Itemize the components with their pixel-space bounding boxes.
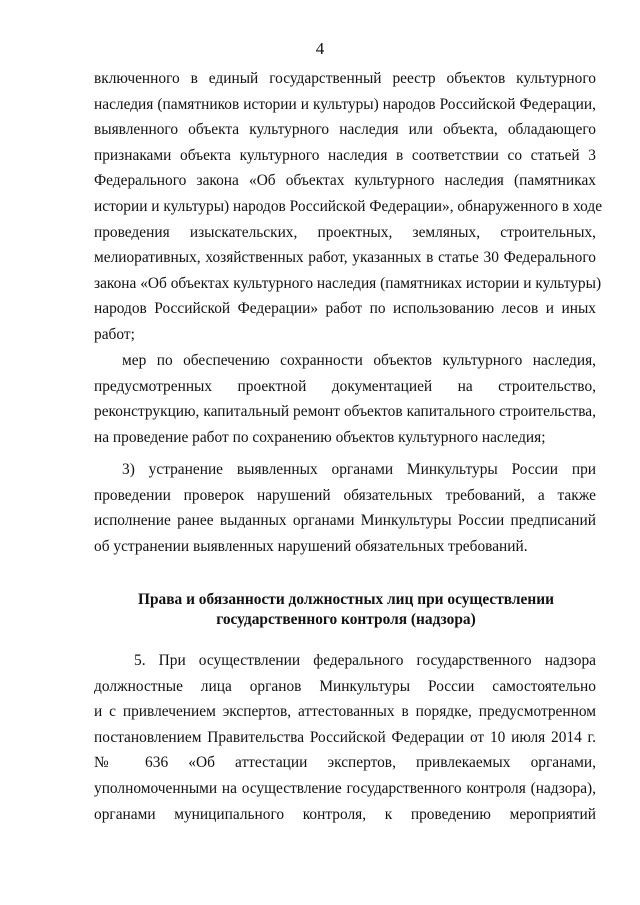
text-line: № 636 «Об аттестации экспертов, привлекаемых органами, (94, 754, 596, 772)
heading-line: государственного контроля (надзора) (216, 611, 476, 628)
text-line: об устранении выявленных нарушений обязательных требований. (94, 537, 528, 555)
paragraph-item-5 (94, 648, 596, 827)
heading-line: Права и обязанности должностных лиц при осуществлении (138, 591, 554, 608)
text-line: уполномоченными на осуществление государственного контроля (надзора), (94, 779, 596, 797)
text-line: постановлением Правительства Российской Федерации от 10 июля 2014 г. (94, 728, 596, 746)
text-line: проведения изыскательских, проектных, земляных, строительных, (94, 223, 596, 241)
text-line: работ; (94, 325, 135, 343)
text-line: наследия (памятников истории и культуры) народов Российской Федерации, (94, 95, 596, 113)
text-line: предусмотренных проектной документацией на строительство, (94, 377, 596, 395)
paragraph-item-3 (94, 457, 596, 559)
text-line: истории и культуры) народов Российской Федерации», обнаруженного в ходе (94, 197, 603, 215)
text-line: закона «Об объектах культурного наследия (памятниках истории и культуры) (94, 274, 602, 292)
text-line: проведении проверок нарушений обязательных требований, а также (94, 486, 596, 504)
text-line: и с привлечением экспертов, аттестованных в порядке, предусмотренном (94, 703, 596, 721)
text-line: исполнение ранее выданных органами Минкультуры России предписаний (94, 512, 596, 530)
paragraph-preservation-measures (94, 348, 596, 450)
text-line: мелиоративных, хозяйственных работ, указанных в статье 30 Федерального (94, 249, 596, 267)
text-line: на проведение работ по сохранению объектов культурного наследия; (94, 428, 546, 446)
text-line: мер по обеспечению сохранности объектов культурного наследия, (122, 352, 596, 369)
text-line: должностные лица органов Минкультуры России самостоятельно (94, 677, 596, 695)
text-line: 5. При осуществлении федерального государственного надзора (134, 652, 596, 669)
text-line: выявленного объекта культурного наследия или объекта, обладающего (94, 121, 596, 139)
text-line: реконструкцию, капитальный ремонт объектов капитального строительства, (94, 403, 596, 421)
paragraph-continuation (94, 66, 603, 348)
text-line: народов Российской Федерации» работ по использованию лесов и иных (94, 300, 596, 318)
text-line: включенного в единый государственный реестр объектов культурного (94, 70, 596, 87)
text-line: органами муниципального контроля, к проведению мероприятий (94, 805, 596, 823)
page-number: 4 (315, 39, 325, 58)
text-line: Федерального закона «Об объектах культурного наследия (памятниках (94, 172, 596, 190)
text-line: признаками объекта культурного наследия в соответствии со статьей 3 (94, 146, 596, 164)
text-line: 3) устранение выявленных органами Минкультуры России при (122, 461, 596, 478)
section-heading (60, 590, 632, 630)
